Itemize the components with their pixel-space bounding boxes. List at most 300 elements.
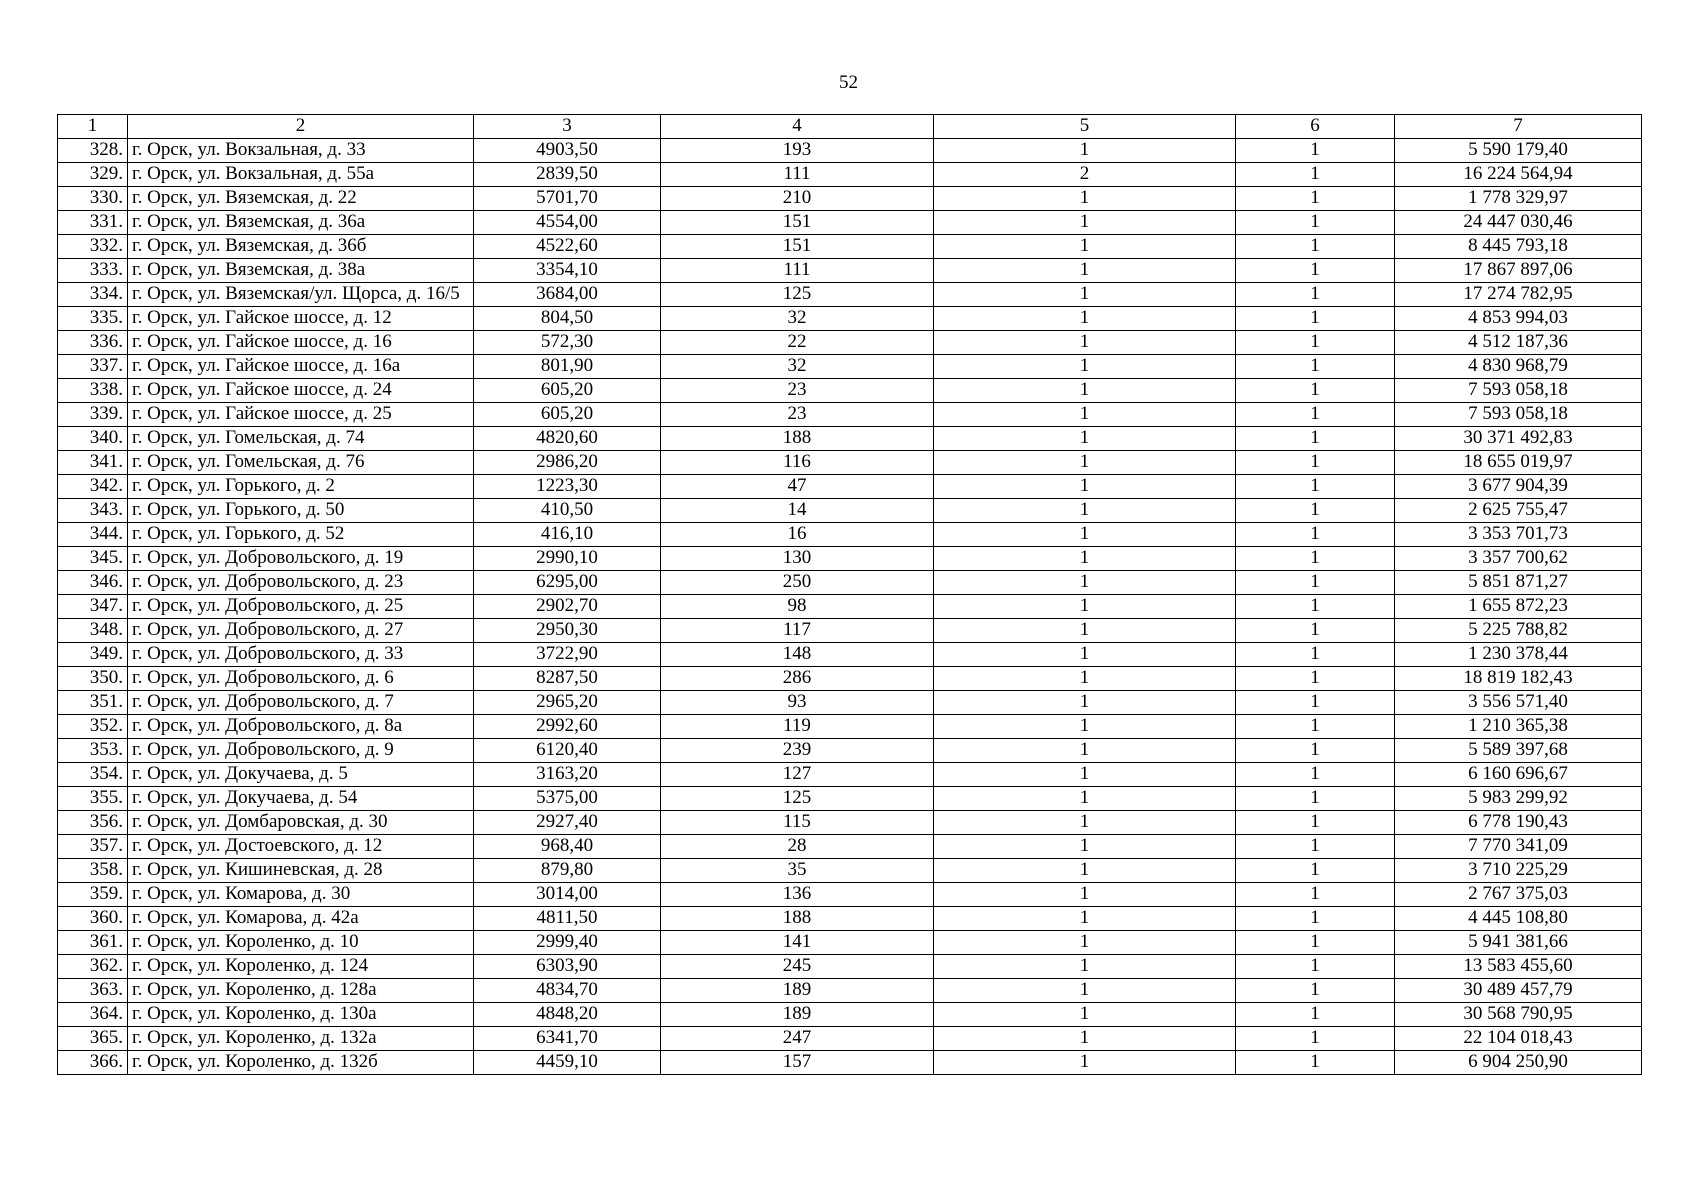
col6-cell: 1 (1236, 739, 1395, 763)
table-row (58, 379, 1642, 403)
count-cell: 245 (661, 955, 934, 979)
address-cell: г. Орск, ул. Короленко, д. 130а (128, 1003, 474, 1027)
amount-cell: 30 489 457,79 (1395, 979, 1642, 1003)
address-cell: г. Орск, ул. Добровольского, д. 6 (128, 667, 474, 691)
amount-cell: 6 778 190,43 (1395, 811, 1642, 835)
col6-cell: 1 (1236, 475, 1395, 499)
area-cell: 3354,10 (474, 259, 661, 283)
count-cell: 188 (661, 907, 934, 931)
amount-cell: 5 983 299,92 (1395, 787, 1642, 811)
table-row (58, 811, 1642, 835)
col6-cell: 1 (1236, 979, 1395, 1003)
area-cell: 410,50 (474, 499, 661, 523)
col6-cell: 1 (1236, 379, 1395, 403)
area-cell: 3014,00 (474, 883, 661, 907)
area-cell: 6295,00 (474, 571, 661, 595)
amount-cell: 22 104 018,43 (1395, 1027, 1642, 1051)
col5-cell: 1 (934, 859, 1236, 883)
address-cell: г. Орск, ул. Короленко, д. 10 (128, 931, 474, 955)
area-cell: 2986,20 (474, 451, 661, 475)
address-cell: г. Орск, ул. Добровольского, д. 33 (128, 643, 474, 667)
area-cell: 804,50 (474, 307, 661, 331)
area-cell: 968,40 (474, 835, 661, 859)
col6-cell: 1 (1236, 643, 1395, 667)
col5-cell: 1 (934, 643, 1236, 667)
row-number-cell: 364. (58, 1003, 128, 1027)
col6-cell: 1 (1236, 499, 1395, 523)
count-cell: 22 (661, 331, 934, 355)
count-cell: 189 (661, 979, 934, 1003)
area-cell: 4848,20 (474, 1003, 661, 1027)
table-row (58, 1003, 1642, 1027)
area-cell: 3684,00 (474, 283, 661, 307)
row-number-cell: 351. (58, 691, 128, 715)
area-cell: 2950,30 (474, 619, 661, 643)
table-row (58, 139, 1642, 163)
col6-cell: 1 (1236, 259, 1395, 283)
col5-cell: 1 (934, 691, 1236, 715)
row-number-cell: 354. (58, 763, 128, 787)
count-cell: 111 (661, 163, 934, 187)
col6-cell: 1 (1236, 595, 1395, 619)
count-cell: 16 (661, 523, 934, 547)
row-number-cell: 340. (58, 427, 128, 451)
col6-cell: 1 (1236, 667, 1395, 691)
row-number-cell: 331. (58, 211, 128, 235)
amount-cell: 3 710 225,29 (1395, 859, 1642, 883)
address-cell: г. Орск, ул. Комарова, д. 30 (128, 883, 474, 907)
col5-cell: 1 (934, 619, 1236, 643)
area-cell: 2839,50 (474, 163, 661, 187)
table-row (58, 523, 1642, 547)
address-cell: г. Орск, ул. Вяземская, д. 22 (128, 187, 474, 211)
area-cell: 2927,40 (474, 811, 661, 835)
row-number-cell: 349. (58, 643, 128, 667)
table-row (58, 595, 1642, 619)
address-cell: г. Орск, ул. Добровольского, д. 19 (128, 547, 474, 571)
address-cell: г. Орск, ул. Горького, д. 50 (128, 499, 474, 523)
col5-cell: 1 (934, 259, 1236, 283)
address-cell: г. Орск, ул. Гайское шоссе, д. 16а (128, 355, 474, 379)
col5-cell: 1 (934, 451, 1236, 475)
address-cell: г. Орск, ул. Достоевского, д. 12 (128, 835, 474, 859)
col5-cell: 1 (934, 883, 1236, 907)
col5-cell: 1 (934, 1051, 1236, 1075)
col6-cell: 1 (1236, 163, 1395, 187)
address-cell: г. Орск, ул. Вяземская, д. 36а (128, 211, 474, 235)
area-cell: 5701,70 (474, 187, 661, 211)
count-cell: 250 (661, 571, 934, 595)
area-cell: 3163,20 (474, 763, 661, 787)
table-row (58, 907, 1642, 931)
row-number-cell: 366. (58, 1051, 128, 1075)
count-cell: 141 (661, 931, 934, 955)
amount-cell: 16 224 564,94 (1395, 163, 1642, 187)
address-cell: г. Орск, ул. Докучаева, д. 5 (128, 763, 474, 787)
amount-cell: 1 655 872,23 (1395, 595, 1642, 619)
col6-cell: 1 (1236, 835, 1395, 859)
row-number-cell: 357. (58, 835, 128, 859)
col6-cell: 1 (1236, 931, 1395, 955)
col5-cell: 1 (934, 139, 1236, 163)
address-cell: г. Орск, ул. Кишиневская, д. 28 (128, 859, 474, 883)
row-number-cell: 336. (58, 331, 128, 355)
col6-cell: 1 (1236, 355, 1395, 379)
count-cell: 239 (661, 739, 934, 763)
col6-cell: 1 (1236, 1003, 1395, 1027)
table-row (58, 307, 1642, 331)
col5-cell: 1 (934, 1027, 1236, 1051)
amount-cell: 24 447 030,46 (1395, 211, 1642, 235)
column-header: 5 (934, 115, 1236, 139)
address-cell: г. Орск, ул. Вяземская/ул. Щорса, д. 16/5 (128, 283, 474, 307)
amount-cell: 2 767 375,03 (1395, 883, 1642, 907)
col6-cell: 1 (1236, 427, 1395, 451)
area-cell: 5375,00 (474, 787, 661, 811)
address-cell: г. Орск, ул. Домбаровская, д. 30 (128, 811, 474, 835)
amount-cell: 17 867 897,06 (1395, 259, 1642, 283)
col5-cell: 1 (934, 523, 1236, 547)
table-row (58, 187, 1642, 211)
table-row (58, 475, 1642, 499)
address-cell: г. Орск, ул. Короленко, д. 132а (128, 1027, 474, 1051)
col6-cell: 1 (1236, 523, 1395, 547)
col5-cell: 1 (934, 787, 1236, 811)
col6-cell: 1 (1236, 547, 1395, 571)
count-cell: 23 (661, 403, 934, 427)
area-cell: 4459,10 (474, 1051, 661, 1075)
column-header: 6 (1236, 115, 1395, 139)
count-cell: 32 (661, 307, 934, 331)
row-number-cell: 355. (58, 787, 128, 811)
count-cell: 117 (661, 619, 934, 643)
row-number-cell: 353. (58, 739, 128, 763)
col5-cell: 1 (934, 907, 1236, 931)
count-cell: 188 (661, 427, 934, 451)
area-cell: 4903,50 (474, 139, 661, 163)
count-cell: 35 (661, 859, 934, 883)
table-row (58, 739, 1642, 763)
col5-cell: 1 (934, 763, 1236, 787)
col6-cell: 1 (1236, 331, 1395, 355)
area-cell: 4522,60 (474, 235, 661, 259)
table-row (58, 835, 1642, 859)
row-number-cell: 365. (58, 1027, 128, 1051)
table-row (58, 547, 1642, 571)
count-cell: 98 (661, 595, 934, 619)
col5-cell: 1 (934, 211, 1236, 235)
address-cell: г. Орск, ул. Гайское шоссе, д. 25 (128, 403, 474, 427)
col5-cell: 1 (934, 739, 1236, 763)
count-cell: 210 (661, 187, 934, 211)
row-number-cell: 338. (58, 379, 128, 403)
count-cell: 28 (661, 835, 934, 859)
count-cell: 286 (661, 667, 934, 691)
col6-cell: 1 (1236, 235, 1395, 259)
amount-cell: 7 593 058,18 (1395, 379, 1642, 403)
address-cell: г. Орск, ул. Вяземская, д. 38а (128, 259, 474, 283)
amount-cell: 1 210 365,38 (1395, 715, 1642, 739)
col6-cell: 1 (1236, 139, 1395, 163)
row-number-cell: 332. (58, 235, 128, 259)
row-number-cell: 344. (58, 523, 128, 547)
column-header: 2 (128, 115, 474, 139)
page-number: 52 (839, 72, 858, 93)
col6-cell: 1 (1236, 187, 1395, 211)
column-header: 4 (661, 115, 934, 139)
count-cell: 125 (661, 787, 934, 811)
row-number-cell: 361. (58, 931, 128, 955)
count-cell: 148 (661, 643, 934, 667)
area-cell: 2992,60 (474, 715, 661, 739)
col5-cell: 1 (934, 475, 1236, 499)
address-cell: г. Орск, ул. Горького, д. 52 (128, 523, 474, 547)
amount-cell: 30 568 790,95 (1395, 1003, 1642, 1027)
amount-cell: 4 830 968,79 (1395, 355, 1642, 379)
count-cell: 119 (661, 715, 934, 739)
count-cell: 136 (661, 883, 934, 907)
table-row (58, 163, 1642, 187)
table-body (58, 139, 1642, 1075)
col6-cell: 1 (1236, 787, 1395, 811)
col5-cell: 1 (934, 403, 1236, 427)
table-row (58, 643, 1642, 667)
amount-cell: 6 904 250,90 (1395, 1051, 1642, 1075)
amount-cell: 1 778 329,97 (1395, 187, 1642, 211)
address-cell: г. Орск, ул. Гайское шоссе, д. 24 (128, 379, 474, 403)
address-cell: г. Орск, ул. Комарова, д. 42а (128, 907, 474, 931)
row-number-cell: 333. (58, 259, 128, 283)
amount-cell: 5 589 397,68 (1395, 739, 1642, 763)
count-cell: 23 (661, 379, 934, 403)
col5-cell: 1 (934, 235, 1236, 259)
amount-cell: 5 941 381,66 (1395, 931, 1642, 955)
amount-cell: 5 590 179,40 (1395, 139, 1642, 163)
row-number-cell: 350. (58, 667, 128, 691)
col6-cell: 1 (1236, 907, 1395, 931)
area-cell: 4811,50 (474, 907, 661, 931)
address-cell: г. Орск, ул. Гомельская, д. 76 (128, 451, 474, 475)
col5-cell: 1 (934, 931, 1236, 955)
area-cell: 6341,70 (474, 1027, 661, 1051)
col5-cell: 1 (934, 283, 1236, 307)
amount-cell: 4 853 994,03 (1395, 307, 1642, 331)
row-number-cell: 360. (58, 907, 128, 931)
row-number-cell: 348. (58, 619, 128, 643)
table-row (58, 1027, 1642, 1051)
area-cell: 879,80 (474, 859, 661, 883)
table-row (58, 715, 1642, 739)
area-cell: 605,20 (474, 403, 661, 427)
col5-cell: 1 (934, 379, 1236, 403)
address-cell: г. Орск, ул. Докучаева, д. 54 (128, 787, 474, 811)
col5-cell: 1 (934, 1003, 1236, 1027)
table-row (58, 211, 1642, 235)
table-header-row (58, 115, 1642, 139)
area-cell: 605,20 (474, 379, 661, 403)
address-cell: г. Орск, ул. Короленко, д. 124 (128, 955, 474, 979)
count-cell: 116 (661, 451, 934, 475)
table-row (58, 427, 1642, 451)
col6-cell: 1 (1236, 403, 1395, 427)
count-cell: 93 (661, 691, 934, 715)
col5-cell: 1 (934, 355, 1236, 379)
col6-cell: 1 (1236, 763, 1395, 787)
col5-cell: 1 (934, 715, 1236, 739)
row-number-cell: 346. (58, 571, 128, 595)
row-number-cell: 352. (58, 715, 128, 739)
col6-cell: 1 (1236, 619, 1395, 643)
col5-cell: 2 (934, 163, 1236, 187)
amount-cell: 18 819 182,43 (1395, 667, 1642, 691)
address-cell: г. Орск, ул. Добровольского, д. 9 (128, 739, 474, 763)
col5-cell: 1 (934, 835, 1236, 859)
table-row (58, 283, 1642, 307)
row-number-cell: 347. (58, 595, 128, 619)
col6-cell: 1 (1236, 883, 1395, 907)
area-cell: 572,30 (474, 331, 661, 355)
column-header: 3 (474, 115, 661, 139)
col5-cell: 1 (934, 667, 1236, 691)
address-cell: г. Орск, ул. Вокзальная, д. 33 (128, 139, 474, 163)
address-cell: г. Орск, ул. Короленко, д. 132б (128, 1051, 474, 1075)
amount-cell: 4 512 187,36 (1395, 331, 1642, 355)
col5-cell: 1 (934, 499, 1236, 523)
row-number-cell: 341. (58, 451, 128, 475)
address-cell: г. Орск, ул. Вокзальная, д. 55а (128, 163, 474, 187)
address-cell: г. Орск, ул. Добровольского, д. 27 (128, 619, 474, 643)
row-number-cell: 339. (58, 403, 128, 427)
table-row (58, 499, 1642, 523)
row-number-cell: 337. (58, 355, 128, 379)
row-number-cell: 329. (58, 163, 128, 187)
address-cell: г. Орск, ул. Добровольского, д. 8а (128, 715, 474, 739)
count-cell: 130 (661, 547, 934, 571)
column-header: 1 (58, 115, 128, 139)
area-cell: 6120,40 (474, 739, 661, 763)
table-row (58, 235, 1642, 259)
row-number-cell: 342. (58, 475, 128, 499)
col6-cell: 1 (1236, 859, 1395, 883)
col5-cell: 1 (934, 979, 1236, 1003)
col5-cell: 1 (934, 547, 1236, 571)
col6-cell: 1 (1236, 1027, 1395, 1051)
count-cell: 111 (661, 259, 934, 283)
row-number-cell: 343. (58, 499, 128, 523)
row-number-cell: 362. (58, 955, 128, 979)
count-cell: 151 (661, 235, 934, 259)
col5-cell: 1 (934, 571, 1236, 595)
count-cell: 247 (661, 1027, 934, 1051)
area-cell: 4554,00 (474, 211, 661, 235)
table-row (58, 979, 1642, 1003)
address-cell: г. Орск, ул. Короленко, д. 128а (128, 979, 474, 1003)
amount-cell: 30 371 492,83 (1395, 427, 1642, 451)
row-number-cell: 334. (58, 283, 128, 307)
col6-cell: 1 (1236, 691, 1395, 715)
row-number-cell: 328. (58, 139, 128, 163)
address-cell: г. Орск, ул. Добровольского, д. 7 (128, 691, 474, 715)
col5-cell: 1 (934, 595, 1236, 619)
col5-cell: 1 (934, 187, 1236, 211)
col5-cell: 1 (934, 331, 1236, 355)
area-cell: 6303,90 (474, 955, 661, 979)
amount-cell: 1 230 378,44 (1395, 643, 1642, 667)
address-cell: г. Орск, ул. Добровольского, д. 25 (128, 595, 474, 619)
address-cell: г. Орск, ул. Гомельская, д. 74 (128, 427, 474, 451)
table-row (58, 259, 1642, 283)
amount-cell: 17 274 782,95 (1395, 283, 1642, 307)
row-number-cell: 359. (58, 883, 128, 907)
amount-cell: 3 556 571,40 (1395, 691, 1642, 715)
table-row (58, 571, 1642, 595)
area-cell: 416,10 (474, 523, 661, 547)
area-cell: 4834,70 (474, 979, 661, 1003)
table-row (58, 403, 1642, 427)
col6-cell: 1 (1236, 571, 1395, 595)
col6-cell: 1 (1236, 955, 1395, 979)
amount-cell: 5 851 871,27 (1395, 571, 1642, 595)
count-cell: 127 (661, 763, 934, 787)
amount-cell: 6 160 696,67 (1395, 763, 1642, 787)
col5-cell: 1 (934, 811, 1236, 835)
col6-cell: 1 (1236, 715, 1395, 739)
table-row (58, 931, 1642, 955)
count-cell: 151 (661, 211, 934, 235)
count-cell: 193 (661, 139, 934, 163)
amount-cell: 3 357 700,62 (1395, 547, 1642, 571)
area-cell: 8287,50 (474, 667, 661, 691)
col5-cell: 1 (934, 427, 1236, 451)
amount-cell: 2 625 755,47 (1395, 499, 1642, 523)
col6-cell: 1 (1236, 307, 1395, 331)
table-row (58, 955, 1642, 979)
row-number-cell: 356. (58, 811, 128, 835)
table-row (58, 451, 1642, 475)
row-number-cell: 335. (58, 307, 128, 331)
amount-cell: 13 583 455,60 (1395, 955, 1642, 979)
area-cell: 801,90 (474, 355, 661, 379)
row-number-cell: 330. (58, 187, 128, 211)
table-row (58, 763, 1642, 787)
amount-cell: 18 655 019,97 (1395, 451, 1642, 475)
table-row (58, 619, 1642, 643)
address-cell: г. Орск, ул. Гайское шоссе, д. 16 (128, 331, 474, 355)
amount-cell: 7 593 058,18 (1395, 403, 1642, 427)
table-row (58, 331, 1642, 355)
table-row (58, 1051, 1642, 1075)
amount-cell: 4 445 108,80 (1395, 907, 1642, 931)
table-row (58, 691, 1642, 715)
data-table (57, 114, 1642, 1075)
table-row (58, 883, 1642, 907)
count-cell: 189 (661, 1003, 934, 1027)
count-cell: 115 (661, 811, 934, 835)
area-cell: 3722,90 (474, 643, 661, 667)
row-number-cell: 363. (58, 979, 128, 1003)
area-cell: 2999,40 (474, 931, 661, 955)
row-number-cell: 345. (58, 547, 128, 571)
col6-cell: 1 (1236, 451, 1395, 475)
count-cell: 125 (661, 283, 934, 307)
area-cell: 2990,10 (474, 547, 661, 571)
area-cell: 2965,20 (474, 691, 661, 715)
address-cell: г. Орск, ул. Горького, д. 2 (128, 475, 474, 499)
amount-cell: 7 770 341,09 (1395, 835, 1642, 859)
table-row (58, 355, 1642, 379)
col5-cell: 1 (934, 955, 1236, 979)
count-cell: 14 (661, 499, 934, 523)
